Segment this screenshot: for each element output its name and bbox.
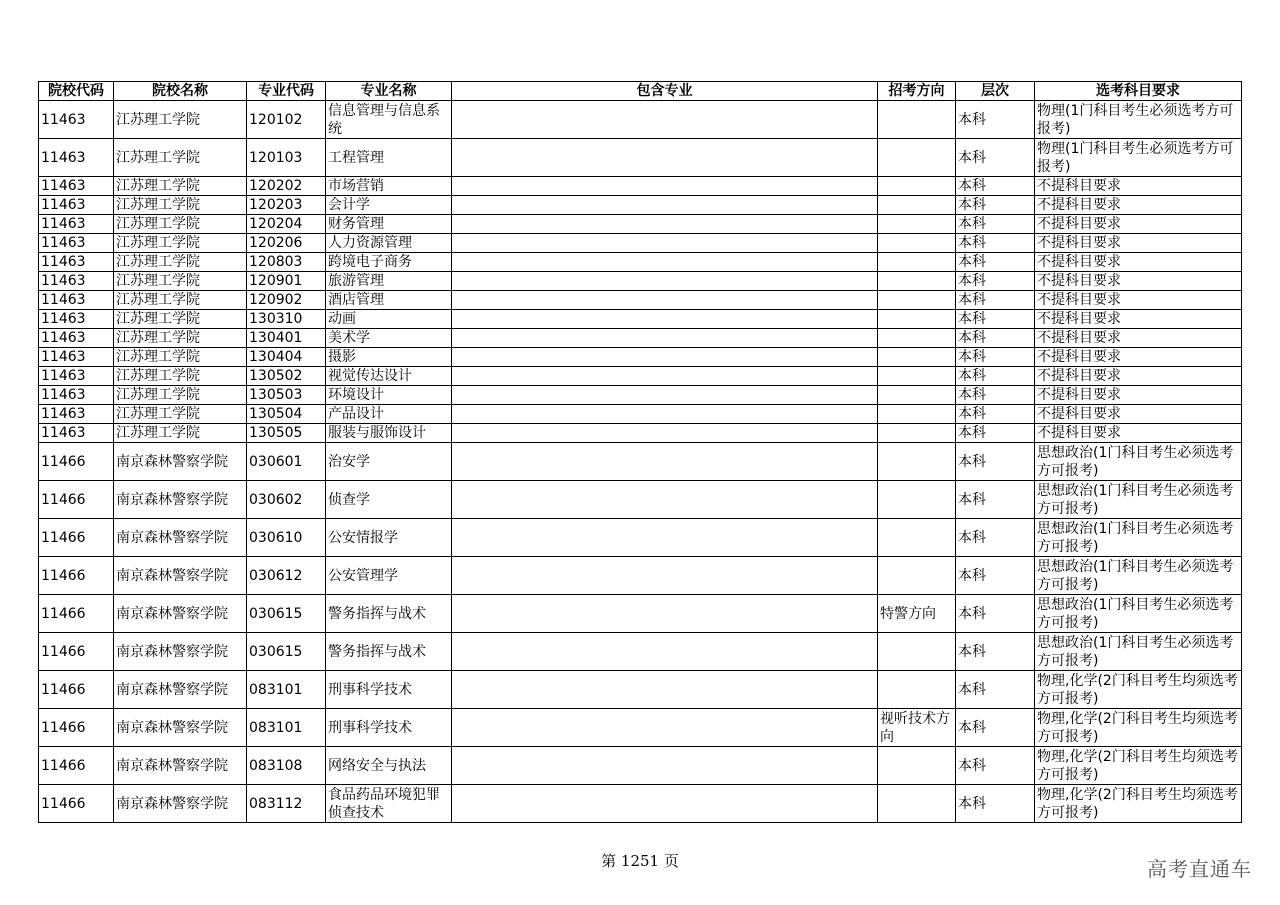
cell-major-code: 130310	[247, 310, 326, 329]
cell-school-code: 11466	[39, 709, 114, 747]
cell-major-name: 公安情报学	[326, 519, 452, 557]
cell-direction	[878, 139, 956, 177]
cell-major-name: 旅游管理	[326, 272, 452, 291]
cell-school-code: 11463	[39, 310, 114, 329]
cell-major-name: 网络安全与执法	[326, 747, 452, 785]
cell-included-majors	[452, 386, 878, 405]
cell-school-code: 11463	[39, 367, 114, 386]
cell-subject-requirement: 思想政治(1门科目考生必须选考方可报考)	[1035, 481, 1242, 519]
cell-level: 本科	[956, 215, 1035, 234]
cell-direction	[878, 272, 956, 291]
table-row	[39, 405, 1242, 424]
cell-included-majors	[452, 595, 878, 633]
cell-major-code: 030615	[247, 595, 326, 633]
cell-major-code: 120803	[247, 253, 326, 272]
cell-direction	[878, 348, 956, 367]
watermark: 高考直通车	[1147, 857, 1252, 881]
cell-subject-requirement: 物理,化学(2门科目考生均须选考方可报考)	[1035, 747, 1242, 785]
table-row	[39, 367, 1242, 386]
cell-major-name: 警务指挥与战术	[326, 595, 452, 633]
cell-school-code: 11463	[39, 329, 114, 348]
cell-level: 本科	[956, 272, 1035, 291]
cell-school-name: 南京森林警察学院	[114, 595, 247, 633]
cell-school-code: 11463	[39, 291, 114, 310]
cell-major-code: 120103	[247, 139, 326, 177]
cell-subject-requirement: 物理(1门科目考生必须选考方可报考)	[1035, 101, 1242, 139]
cell-direction	[878, 785, 956, 823]
cell-subject-requirement: 物理,化学(2门科目考生均须选考方可报考)	[1035, 785, 1242, 823]
cell-level: 本科	[956, 177, 1035, 196]
cell-subject-requirement: 不提科目要求	[1035, 291, 1242, 310]
table-row	[39, 671, 1242, 709]
cell-school-name: 南京森林警察学院	[114, 633, 247, 671]
cell-included-majors	[452, 785, 878, 823]
table-row	[39, 310, 1242, 329]
cell-included-majors	[452, 196, 878, 215]
cell-level: 本科	[956, 139, 1035, 177]
cell-school-name: 江苏理工学院	[114, 234, 247, 253]
cell-school-code: 11463	[39, 386, 114, 405]
cell-school-name: 南京森林警察学院	[114, 443, 247, 481]
cell-school-name: 江苏理工学院	[114, 101, 247, 139]
cell-school-name: 江苏理工学院	[114, 177, 247, 196]
cell-included-majors	[452, 709, 878, 747]
cell-subject-requirement: 不提科目要求	[1035, 329, 1242, 348]
cell-school-code: 11463	[39, 348, 114, 367]
cell-major-code: 120204	[247, 215, 326, 234]
cell-school-name: 江苏理工学院	[114, 405, 247, 424]
cell-included-majors	[452, 215, 878, 234]
cell-major-code: 120202	[247, 177, 326, 196]
header-major-code: 专业代码	[247, 82, 326, 101]
cell-included-majors	[452, 329, 878, 348]
cell-level: 本科	[956, 424, 1035, 443]
cell-school-name: 江苏理工学院	[114, 329, 247, 348]
cell-direction	[878, 424, 956, 443]
header-subject-requirement: 选考科目要求	[1035, 82, 1242, 101]
cell-major-name: 美术学	[326, 329, 452, 348]
cell-subject-requirement: 不提科目要求	[1035, 177, 1242, 196]
cell-school-code: 11466	[39, 595, 114, 633]
cell-school-name: 南京森林警察学院	[114, 519, 247, 557]
cell-school-code: 11463	[39, 253, 114, 272]
cell-direction	[878, 519, 956, 557]
cell-school-code: 11466	[39, 633, 114, 671]
table-row	[39, 481, 1242, 519]
cell-major-name: 市场营销	[326, 177, 452, 196]
table-row	[39, 196, 1242, 215]
cell-subject-requirement: 不提科目要求	[1035, 253, 1242, 272]
cell-school-code: 11463	[39, 177, 114, 196]
cell-school-code: 11463	[39, 101, 114, 139]
cell-direction	[878, 177, 956, 196]
cell-major-name: 会计学	[326, 196, 452, 215]
cell-direction	[878, 443, 956, 481]
cell-subject-requirement: 思想政治(1门科目考生必须选考方可报考)	[1035, 633, 1242, 671]
table-row	[39, 234, 1242, 253]
cell-direction	[878, 215, 956, 234]
cell-school-name: 江苏理工学院	[114, 272, 247, 291]
cell-included-majors	[452, 633, 878, 671]
table-row	[39, 633, 1242, 671]
cell-level: 本科	[956, 633, 1035, 671]
table-row	[39, 272, 1242, 291]
cell-school-code: 11463	[39, 234, 114, 253]
cell-major-code: 120902	[247, 291, 326, 310]
cell-direction	[878, 310, 956, 329]
cell-subject-requirement: 思想政治(1门科目考生必须选考方可报考)	[1035, 557, 1242, 595]
cell-subject-requirement: 不提科目要求	[1035, 215, 1242, 234]
table-row	[39, 348, 1242, 367]
cell-level: 本科	[956, 348, 1035, 367]
cell-major-name: 信息管理与信息系统	[326, 101, 452, 139]
cell-direction	[878, 747, 956, 785]
cell-school-name: 南京森林警察学院	[114, 709, 247, 747]
cell-subject-requirement: 思想政治(1门科目考生必须选考方可报考)	[1035, 595, 1242, 633]
table-row	[39, 291, 1242, 310]
cell-major-code: 030615	[247, 633, 326, 671]
cell-direction	[878, 101, 956, 139]
cell-level: 本科	[956, 234, 1035, 253]
cell-major-code: 083101	[247, 709, 326, 747]
cell-included-majors	[452, 272, 878, 291]
table-row	[39, 101, 1242, 139]
cell-school-name: 南京森林警察学院	[114, 481, 247, 519]
table-row	[39, 557, 1242, 595]
cell-included-majors	[452, 424, 878, 443]
cell-major-name: 酒店管理	[326, 291, 452, 310]
cell-level: 本科	[956, 386, 1035, 405]
cell-direction	[878, 367, 956, 386]
cell-major-code: 083112	[247, 785, 326, 823]
cell-direction	[878, 633, 956, 671]
cell-included-majors	[452, 519, 878, 557]
cell-direction	[878, 196, 956, 215]
cell-direction: 视听技术方向	[878, 709, 956, 747]
cell-included-majors	[452, 557, 878, 595]
cell-subject-requirement: 物理(1门科目考生必须选考方可报考)	[1035, 139, 1242, 177]
cell-school-name: 江苏理工学院	[114, 424, 247, 443]
cell-level: 本科	[956, 785, 1035, 823]
header-major-name: 专业名称	[326, 82, 452, 101]
cell-subject-requirement: 不提科目要求	[1035, 348, 1242, 367]
cell-level: 本科	[956, 671, 1035, 709]
cell-school-name: 江苏理工学院	[114, 139, 247, 177]
cell-major-name: 摄影	[326, 348, 452, 367]
cell-direction	[878, 386, 956, 405]
cell-included-majors	[452, 671, 878, 709]
cell-direction	[878, 405, 956, 424]
cell-included-majors	[452, 367, 878, 386]
header-school-name: 院校名称	[114, 82, 247, 101]
cell-school-code: 11466	[39, 481, 114, 519]
table-row	[39, 177, 1242, 196]
cell-major-code: 083101	[247, 671, 326, 709]
header-row	[39, 82, 1242, 101]
cell-direction	[878, 329, 956, 348]
cell-level: 本科	[956, 196, 1035, 215]
cell-included-majors	[452, 234, 878, 253]
table-row	[39, 139, 1242, 177]
cell-level: 本科	[956, 709, 1035, 747]
cell-major-name: 跨境电子商务	[326, 253, 452, 272]
cell-major-code: 030612	[247, 557, 326, 595]
cell-level: 本科	[956, 253, 1035, 272]
cell-direction	[878, 234, 956, 253]
table-row	[39, 424, 1242, 443]
cell-level: 本科	[956, 747, 1035, 785]
cell-major-name: 公安管理学	[326, 557, 452, 595]
cell-subject-requirement: 不提科目要求	[1035, 310, 1242, 329]
cell-included-majors	[452, 481, 878, 519]
cell-school-name: 江苏理工学院	[114, 215, 247, 234]
table-row	[39, 386, 1242, 405]
cell-major-name: 工程管理	[326, 139, 452, 177]
cell-included-majors	[452, 443, 878, 481]
cell-school-code: 11463	[39, 424, 114, 443]
cell-major-code: 120901	[247, 272, 326, 291]
cell-included-majors	[452, 348, 878, 367]
cell-school-name: 南京森林警察学院	[114, 671, 247, 709]
cell-school-name: 江苏理工学院	[114, 196, 247, 215]
cell-school-code: 11463	[39, 196, 114, 215]
cell-school-name: 南京森林警察学院	[114, 747, 247, 785]
cell-level: 本科	[956, 519, 1035, 557]
cell-subject-requirement: 物理,化学(2门科目考生均须选考方可报考)	[1035, 671, 1242, 709]
cell-school-code: 11466	[39, 557, 114, 595]
cell-direction	[878, 557, 956, 595]
cell-school-code: 11466	[39, 747, 114, 785]
cell-level: 本科	[956, 101, 1035, 139]
cell-major-code: 030601	[247, 443, 326, 481]
table-row	[39, 329, 1242, 348]
cell-included-majors	[452, 405, 878, 424]
cell-school-code: 11463	[39, 215, 114, 234]
cell-major-code: 130502	[247, 367, 326, 386]
cell-school-name: 南京森林警察学院	[114, 785, 247, 823]
cell-included-majors	[452, 253, 878, 272]
cell-major-name: 视觉传达设计	[326, 367, 452, 386]
cell-included-majors	[452, 310, 878, 329]
header-level: 层次	[956, 82, 1035, 101]
table-row	[39, 253, 1242, 272]
table-row	[39, 519, 1242, 557]
cell-major-code: 130404	[247, 348, 326, 367]
cell-school-code: 11466	[39, 671, 114, 709]
cell-major-code: 120102	[247, 101, 326, 139]
cell-subject-requirement: 不提科目要求	[1035, 367, 1242, 386]
cell-school-name: 江苏理工学院	[114, 386, 247, 405]
table-row	[39, 443, 1242, 481]
cell-included-majors	[452, 291, 878, 310]
cell-level: 本科	[956, 291, 1035, 310]
cell-level: 本科	[956, 329, 1035, 348]
cell-school-name: 江苏理工学院	[114, 367, 247, 386]
cell-direction	[878, 481, 956, 519]
cell-level: 本科	[956, 595, 1035, 633]
cell-major-name: 食品药品环境犯罪侦查技术	[326, 785, 452, 823]
table-row	[39, 747, 1242, 785]
cell-school-name: 江苏理工学院	[114, 310, 247, 329]
header-school-code: 院校代码	[39, 82, 114, 101]
cell-major-name: 侦查学	[326, 481, 452, 519]
cell-major-code: 130503	[247, 386, 326, 405]
cell-included-majors	[452, 747, 878, 785]
cell-major-name: 服装与服饰设计	[326, 424, 452, 443]
cell-major-code: 120206	[247, 234, 326, 253]
cell-subject-requirement: 不提科目要求	[1035, 234, 1242, 253]
cell-subject-requirement: 物理,化学(2门科目考生均须选考方可报考)	[1035, 709, 1242, 747]
cell-subject-requirement: 不提科目要求	[1035, 405, 1242, 424]
cell-school-code: 11463	[39, 272, 114, 291]
cell-school-code: 11466	[39, 785, 114, 823]
cell-school-code: 11463	[39, 405, 114, 424]
cell-level: 本科	[956, 557, 1035, 595]
cell-level: 本科	[956, 481, 1035, 519]
cell-major-name: 刑事科学技术	[326, 671, 452, 709]
cell-major-name: 环境设计	[326, 386, 452, 405]
cell-major-name: 刑事科学技术	[326, 709, 452, 747]
cell-included-majors	[452, 177, 878, 196]
cell-level: 本科	[956, 367, 1035, 386]
table-row	[39, 215, 1242, 234]
cell-subject-requirement: 不提科目要求	[1035, 272, 1242, 291]
cell-major-name: 产品设计	[326, 405, 452, 424]
cell-school-name: 江苏理工学院	[114, 253, 247, 272]
cell-major-name: 动画	[326, 310, 452, 329]
cell-included-majors	[452, 101, 878, 139]
cell-included-majors	[452, 139, 878, 177]
cell-direction: 特警方向	[878, 595, 956, 633]
cell-subject-requirement: 不提科目要求	[1035, 196, 1242, 215]
cell-school-code: 11466	[39, 443, 114, 481]
cell-school-code: 11463	[39, 139, 114, 177]
cell-major-name: 人力资源管理	[326, 234, 452, 253]
header-included-majors: 包含专业	[452, 82, 878, 101]
table-row	[39, 785, 1242, 823]
cell-school-name: 南京森林警察学院	[114, 557, 247, 595]
admission-table	[38, 81, 1242, 823]
cell-direction	[878, 253, 956, 272]
cell-school-code: 11466	[39, 519, 114, 557]
cell-direction	[878, 291, 956, 310]
cell-school-name: 江苏理工学院	[114, 348, 247, 367]
cell-level: 本科	[956, 310, 1035, 329]
cell-major-name: 警务指挥与战术	[326, 633, 452, 671]
cell-major-code: 130401	[247, 329, 326, 348]
cell-subject-requirement: 思想政治(1门科目考生必须选考方可报考)	[1035, 443, 1242, 481]
cell-level: 本科	[956, 405, 1035, 424]
cell-subject-requirement: 不提科目要求	[1035, 386, 1242, 405]
table-row	[39, 709, 1242, 747]
cell-major-code: 083108	[247, 747, 326, 785]
cell-school-name: 江苏理工学院	[114, 291, 247, 310]
header-direction: 招考方向	[878, 82, 956, 101]
cell-major-code: 120203	[247, 196, 326, 215]
cell-major-code: 030610	[247, 519, 326, 557]
cell-subject-requirement: 思想政治(1门科目考生必须选考方可报考)	[1035, 519, 1242, 557]
cell-major-code: 130504	[247, 405, 326, 424]
cell-major-code: 130505	[247, 424, 326, 443]
cell-major-name: 治安学	[326, 443, 452, 481]
page-number: 第 1251 页	[601, 852, 679, 870]
cell-direction	[878, 671, 956, 709]
cell-subject-requirement: 不提科目要求	[1035, 424, 1242, 443]
cell-major-name: 财务管理	[326, 215, 452, 234]
cell-level: 本科	[956, 443, 1035, 481]
cell-major-code: 030602	[247, 481, 326, 519]
table-row	[39, 595, 1242, 633]
